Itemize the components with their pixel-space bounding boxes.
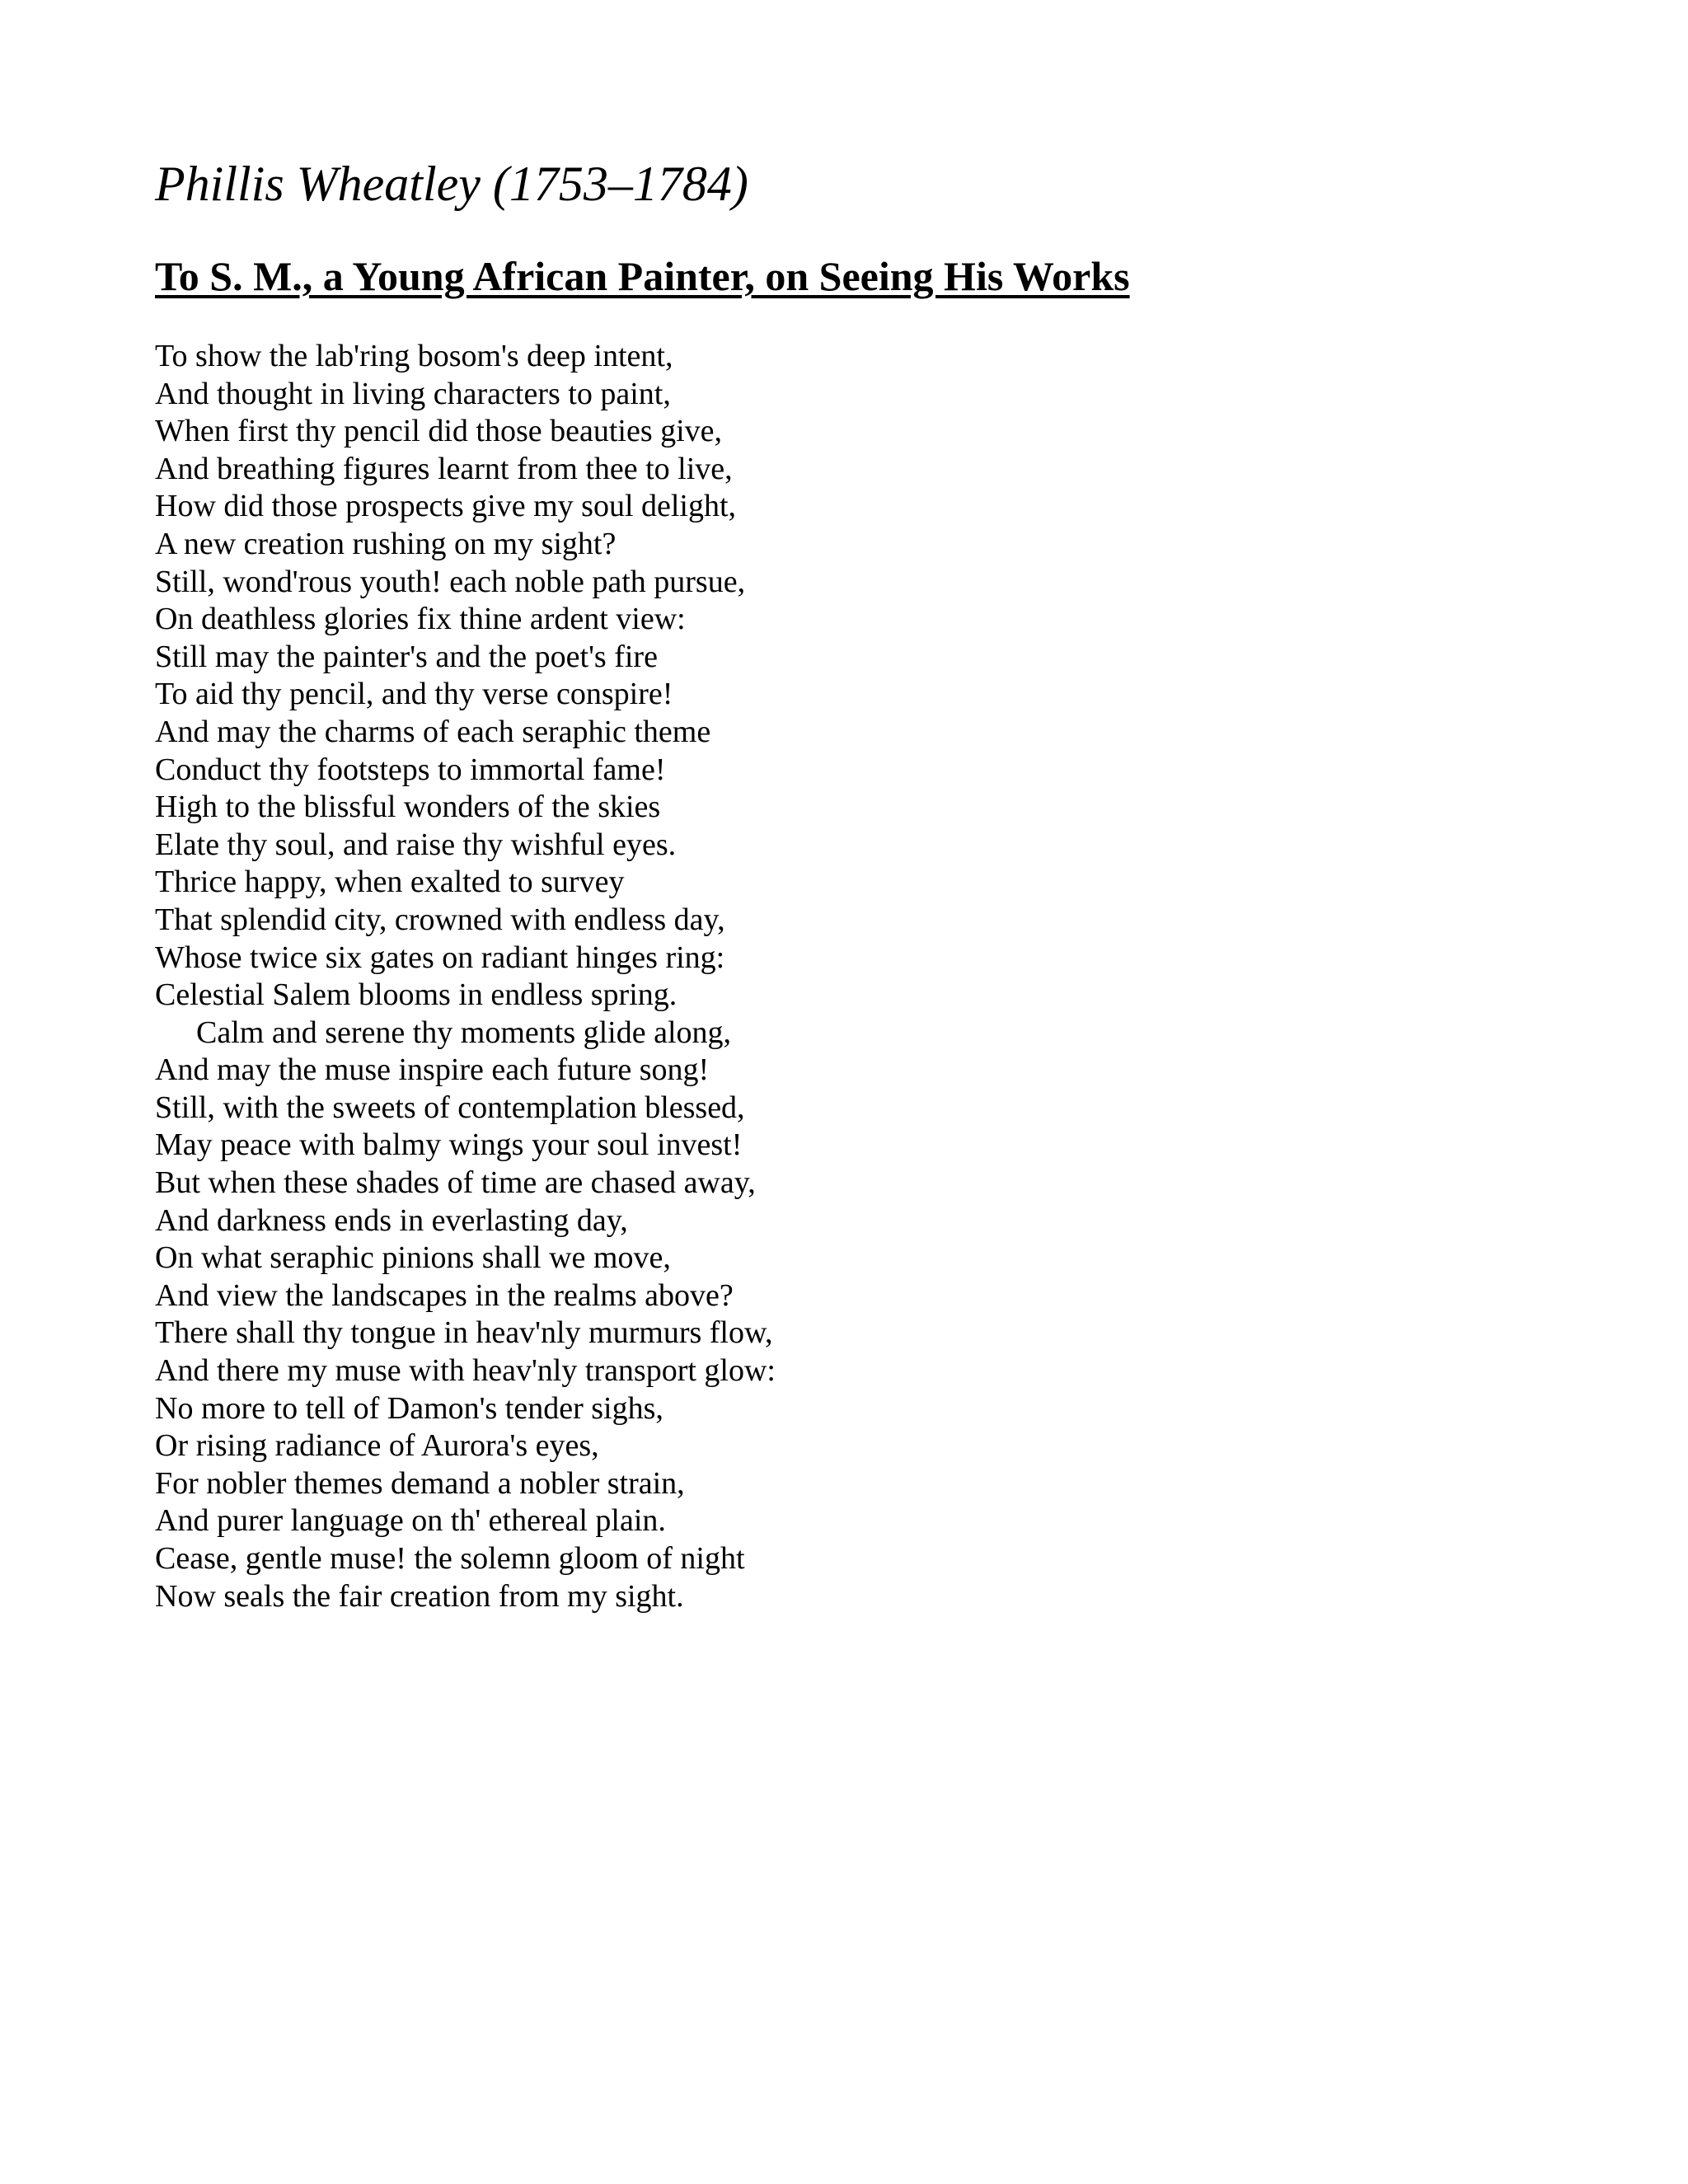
poem-body <box>155 338 776 1615</box>
poem-line: To show the lab'ring bosom's deep intent, <box>155 339 673 373</box>
poem-line: And purer language on th' ethereal plain. <box>155 1503 666 1539</box>
poem-line: When first thy pencil did those beauties give, <box>155 414 723 449</box>
poem-line: High to the blissful wonders of the skies <box>155 790 661 825</box>
poem-line: And darkness ends in everlasting day, <box>155 1202 628 1238</box>
poem-line: On what seraphic pinions shall we move, <box>155 1240 671 1276</box>
poem-line: How did those prospects give my soul delight, <box>155 489 737 524</box>
poem-line: Still, wond'rous youth! each noble path pursue, <box>155 564 746 599</box>
poem-line: No more to tell of Damon's tender sighs, <box>155 1390 663 1426</box>
poem-line: There shall thy tongue in heav'nly murmurs flow, <box>155 1315 773 1351</box>
poem-line: And may the muse inspire each future song! <box>155 1052 710 1088</box>
poem-line: And view the landscapes in the realms above? <box>155 1277 734 1313</box>
poem-line: Elate thy soul, and raise thy wishful eyes. <box>155 827 677 862</box>
poem-line: Whose twice six gates on radiant hinges ring: <box>155 940 725 975</box>
poem-line: But when these shades of time are chased away, <box>155 1165 756 1201</box>
poem-line: Cease, gentle muse! the solemn gloom of night <box>155 1541 745 1576</box>
poem-title: To S. M., a Young African Painter, on Seeing His Works <box>155 253 1130 299</box>
poem-line: To aid thy pencil, and thy verse conspire! <box>155 677 673 712</box>
poem-line: And breathing figures learnt from thee to live, <box>155 451 733 486</box>
poem-line: And there my muse with heav'nly transport glow: <box>155 1353 776 1389</box>
poem-line-indented: Calm and serene thy moments glide along, <box>196 1015 732 1050</box>
poem-line: That splendid city, crowned with endless day, <box>155 902 725 937</box>
poem-line: May peace with balmy wings your soul invest! <box>155 1127 743 1163</box>
poem-line: Celestial Salem blooms in endless spring. <box>155 977 678 1013</box>
poem-line: Still may the painter's and the poet's fire <box>155 639 658 674</box>
poem-line: On deathless glories fix thine ardent view: <box>155 602 686 637</box>
poem-line: A new creation rushing on my sight? <box>155 526 617 561</box>
poem-line: Thrice happy, when exalted to survey <box>155 865 625 900</box>
poem-line: For nobler themes demand a nobler strain, <box>155 1465 685 1501</box>
author-heading: Phillis Wheatley (1753–1784) <box>155 157 748 211</box>
poem-line: Still, with the sweets of contemplation blessed, <box>155 1090 745 1125</box>
poem-line: And may the charms of each seraphic theme <box>155 714 711 749</box>
poem-line: Now seals the fair creation from my sight. <box>155 1578 684 1614</box>
poem-line: And thought in living characters to paint, <box>155 376 671 411</box>
poem-line: Conduct thy footsteps to immortal fame! <box>155 752 666 787</box>
poem-line: Or rising radiance of Aurora's eyes, <box>155 1428 599 1464</box>
